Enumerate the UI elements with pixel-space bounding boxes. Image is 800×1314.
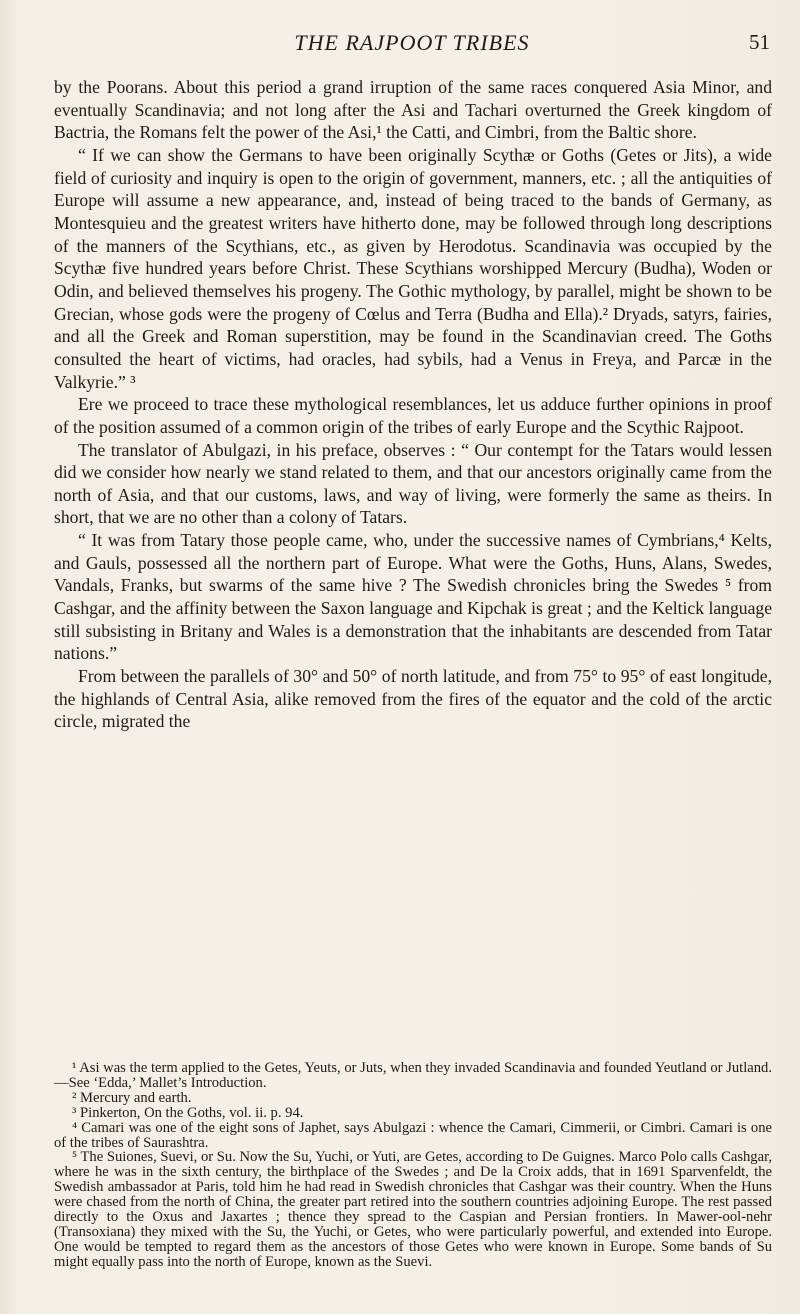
- footnote: ⁴ Camari was one of the eight sons of Japhet, says Abulgazi : whence the Camari, Cimmerii, or Cimbri. Camari is one of the tribes of Saurashtra.: [54, 1119, 772, 1151]
- page-header: [52, 30, 772, 60]
- page-number: 51: [749, 30, 770, 54]
- footnote: ³ Pinkerton, On the Goths, vol. ii. p. 94.: [72, 1104, 304, 1121]
- paragraph: “ If we can show the Germans to have been originally Scythæ or Goths (Getes or Jits), a wide field of curiosity and inquiry is open to the origin of government, manners, etc. ; all the antiquities of Europe will assume a new appearance, and, instead of being traced to the bands of Germany, as Montesquieu and the greatest writers have hitherto done, may be followed through long descriptions of the manners of the Scythians, etc., as given by Herodotus. Scandinavia was occupied by the Scythæ five hundred years before Christ. These Scythians worshipped Mercury (Budha), Woden or Odin, and believed themselves his progeny. The Gothic mythology, by parallel, might be shown to be Grecian, whose gods were the progeny of Cœlus and Terra (Budha and Ella).² Dryads, satyrs, fairies, and all the Greek and Roman superstition, may be found in the Scandinavian creed. The Goths consulted the heart of victims, had oracles, had sybils, had a Venus in Freya, and Parcæ in the Valkyrie.” ³: [54, 144, 772, 392]
- paragraph: Ere we proceed to trace these mythological resemblances, let us adduce further opinions in proof of the position assumed of a common origin of the tribes of early Europe and the Scythic Rajpoot.: [54, 394, 772, 437]
- paragraph: “ It was from Tatary those people came, who, under the successive names of Cymbrians,⁴ Kelts, and Gauls, possessed all the northern part of Europe. What were the Goths, Huns, Alans, Swedes, Vandals, Franks, but swarms of the same hive ? The Swedish chronicles bring the Swedes ⁵ from Cashgar, and the affinity between the Saxon language and Kipchak is great ; and the Keltick language still subsisting in Britany and Wales is a demonstration that the inhabitants are descended from Tatar nations.”: [54, 530, 772, 664]
- paragraph: From between the parallels of 30° and 50° of north latitude, and from 75° to 95° of east longitude, the highlands of Central Asia, alike removed from the fires of the equator and the cold of the arctic circle, migrated the: [54, 666, 772, 732]
- body-text: [54, 76, 772, 733]
- paragraph: by the Poorans. About this period a grand irruption of the same races conquered Asia Minor, and eventually Scandinavia; and not long after the Asi and Tachari overturned the Greek kingdom of Bactria, the Romans felt the power of the Asi,¹ the Catti, and Cimbri, from the Baltic shore.: [54, 77, 772, 143]
- running-title: THE RAJPOOT TRIBES: [294, 30, 530, 55]
- paragraph: The translator of Abulgazi, in his preface, observes : “ Our contempt for the Tatars would lessen did we consider how nearly we stand related to them, and that our ancestors originally came from the north of Asia, and that our customs, laws, and way of living, were formerly the same as theirs. In short, that we are no other than a colony of Tatars.: [54, 439, 772, 528]
- footnote: ⁵ The Suiones, Suevi, or Su. Now the Su, Yuchi, or Yuti, are Getes, according to De Guignes. Marco Polo calls Cashgar, where he was in the sixth century, the birthplace of the Swedes ; and De la Croix adds, that in 1691 Sparvenfeldt, the Swedish ambassador at Paris, told him he had read in Swedish chronicles that Cashgar was their country. When the Huns were chased from the north of China, the greater part retired into the southern countries adjoining Europe. The rest passed directly to the Oxus and Jaxartes ; thence they spread to the Caspian and Persian frontiers. In Mawer-ool-nehr (Transoxiana) they mixed with the Su, the Yuchi, or Getes, who were particularly powerful, and extended into Europe. One would be tempted to regard them as the ancestors of those Getes who were known in Europe. Some bands of Su might equally pass into the north of Europe, known as the Suevi.: [54, 1149, 772, 1270]
- footnotes: [54, 1061, 772, 1270]
- footnote: ¹ Asi was the term applied to the Getes, Yeuts, or Juts, when they invaded Scandinavia and founded Yeutland or Jutland.—See ‘Edda,’ Mallet’s Introduction.: [54, 1060, 772, 1091]
- footnote: ² Mercury and earth.: [72, 1089, 192, 1106]
